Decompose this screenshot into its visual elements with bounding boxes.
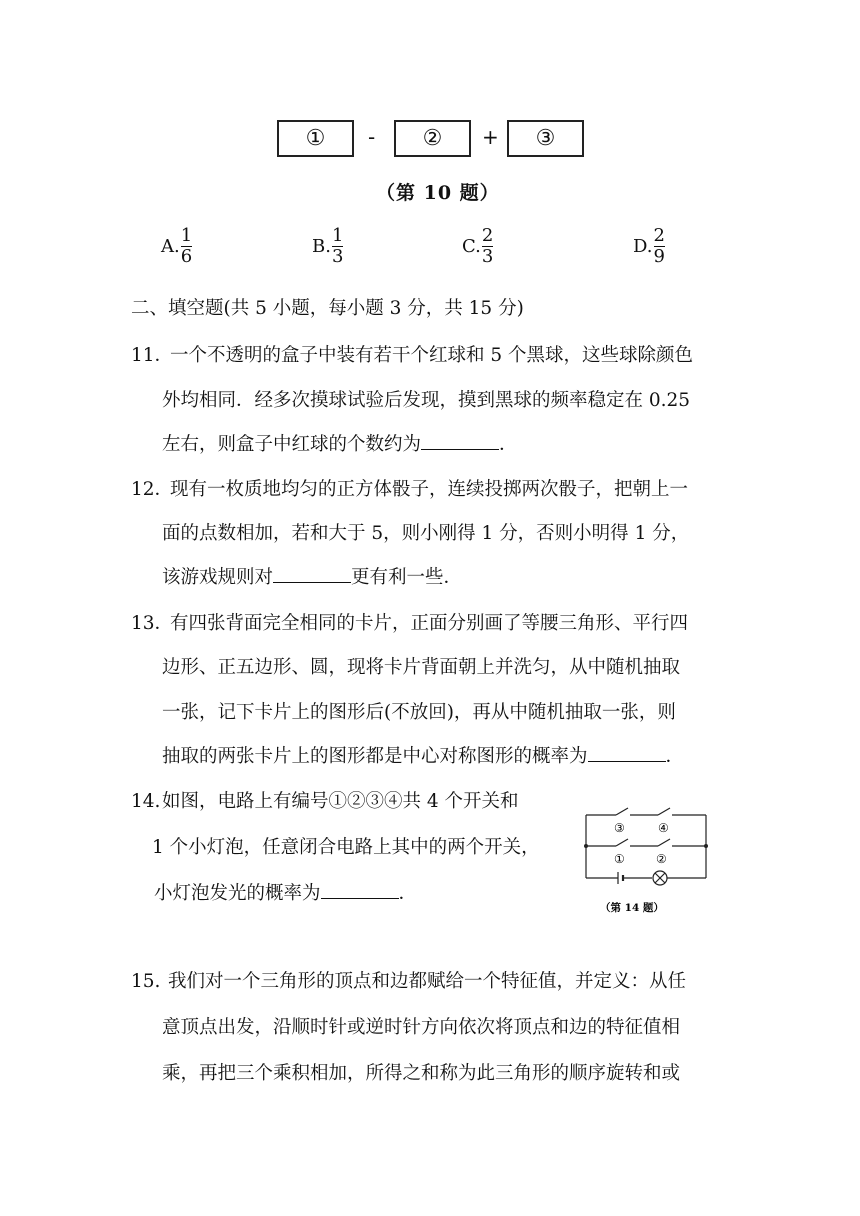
plus-sign: + <box>482 125 499 149</box>
q11-line-3-text: 左右，则盒子中红球的个数约为 <box>162 434 422 455</box>
figure-box-2: ② <box>394 120 471 157</box>
switch-3-label: ③ <box>614 821 625 835</box>
q15-line-3: 乘，再把三个乘积相加，所得之和称为此三角形的顺序旋转和或 <box>162 1063 681 1084</box>
figure-10-caption: （第 10 题） <box>376 182 500 204</box>
q13-line-1: 有四张背面完全相同的卡片，正面分别画了等腰三角形、平行四 <box>170 613 689 634</box>
option-c-numerator: 2 <box>481 225 494 246</box>
q15-number: 15. <box>131 971 161 992</box>
q12-line-3-text: 该游戏规则对 <box>162 567 274 588</box>
option-a-label: A. <box>161 236 180 257</box>
q12-number: 12． <box>131 479 174 500</box>
option-b-fraction <box>332 226 343 267</box>
q13-line-4 <box>162 745 684 769</box>
option-a-fraction <box>181 226 192 267</box>
q13-line-4-end: ． <box>665 746 685 767</box>
option-a-numerator: 1 <box>180 225 193 246</box>
q11-line-2: 外均相同．经多次摸球试验后发现，摸到黑球的频率稳定在 0.25 <box>162 390 691 411</box>
q14-number: 14. <box>131 791 161 812</box>
q13-number: 13． <box>131 613 174 634</box>
section-heading: 二、填空题(共 5 小题，每小题 3 分，共 15 分) <box>131 298 524 319</box>
q12-line-3 <box>162 566 462 590</box>
option-b-denominator: 3 <box>331 246 344 267</box>
q14-line-1: 如图，电路上有编号①②③④共 4 个开关和 <box>162 791 519 812</box>
q11-line-3 <box>162 433 518 457</box>
q14-line-3-end: ． <box>398 883 418 904</box>
option-a <box>161 226 192 267</box>
option-d-fraction <box>654 226 665 267</box>
option-c-label: C. <box>462 236 481 257</box>
option-a-denominator: 6 <box>180 246 193 267</box>
option-b <box>312 226 343 267</box>
q12-line-1: 现有一枚质地均匀的正方体骰子，连续投掷两次骰子，把朝上一 <box>170 479 689 500</box>
circuit-diagram <box>578 800 714 920</box>
q14-line-2: 1 个小灯泡，任意闭合电路上其中的两个开关， <box>152 837 540 858</box>
switch-1-label: ① <box>614 852 625 866</box>
figure-box-3: ③ <box>507 120 584 157</box>
option-d-label: D. <box>633 236 653 257</box>
q13-line-2: 边形、正五边形、圆，现将卡片背面朝上并洗匀，从中随机抽取 <box>162 657 681 678</box>
option-d-denominator: 9 <box>653 246 665 267</box>
junction-right <box>704 844 708 848</box>
q13-line-3: 一张，记下卡片上的图形后(不放回)，再从中随机抽取一张，则 <box>162 702 676 723</box>
q14-line-3-text: 小灯泡发光的概率为 <box>154 883 321 904</box>
q11-line-1: 一个不透明的盒子中装有若干个红球和 5 个黑球，这些球除颜色 <box>170 345 694 366</box>
q14-answer-blank[interactable] <box>321 898 399 899</box>
option-b-label: B. <box>312 236 331 257</box>
switch-3-blade <box>616 808 628 815</box>
option-c-fraction <box>482 226 493 267</box>
option-d-numerator: 2 <box>653 225 665 246</box>
q13-line-4-text: 抽取的两张卡片上的图形都是中心对称图形的概率为 <box>162 746 588 767</box>
switch-1-blade <box>616 839 628 846</box>
q11-number: 11． <box>131 345 174 366</box>
figure-box-1: ① <box>277 120 354 157</box>
q12-line-2: 面的点数相加，若和大于 5，则小刚得 1 分，否则小明得 1 分， <box>162 523 690 544</box>
switch-4-label: ④ <box>658 821 669 835</box>
q12-answer-blank[interactable] <box>273 582 351 583</box>
q14-line-3 <box>154 882 417 906</box>
q11-answer-blank[interactable] <box>421 449 499 450</box>
option-c-denominator: 3 <box>481 246 494 267</box>
switch-2-label: ② <box>656 852 667 866</box>
option-b-numerator: 1 <box>331 225 344 246</box>
circuit-caption: （第 14 题） <box>600 902 664 914</box>
q11-line-3-end: ． <box>499 434 518 455</box>
junction-left <box>584 844 588 848</box>
minus-sign: - <box>368 125 376 149</box>
q12-line-3-end: 更有利一些． <box>351 567 463 588</box>
q15-line-1: 我们对一个三角形的顶点和边都赋给一个特征值，并定义：从任 <box>168 971 687 992</box>
q13-answer-blank[interactable] <box>588 761 666 762</box>
switch-4-blade <box>658 808 670 815</box>
option-d <box>633 226 665 267</box>
q15-line-2: 意顶点出发，沿顺时针或逆时针方向依次将顶点和边的特征值相 <box>162 1017 681 1038</box>
switch-2-blade <box>658 839 670 846</box>
option-c <box>462 226 493 267</box>
